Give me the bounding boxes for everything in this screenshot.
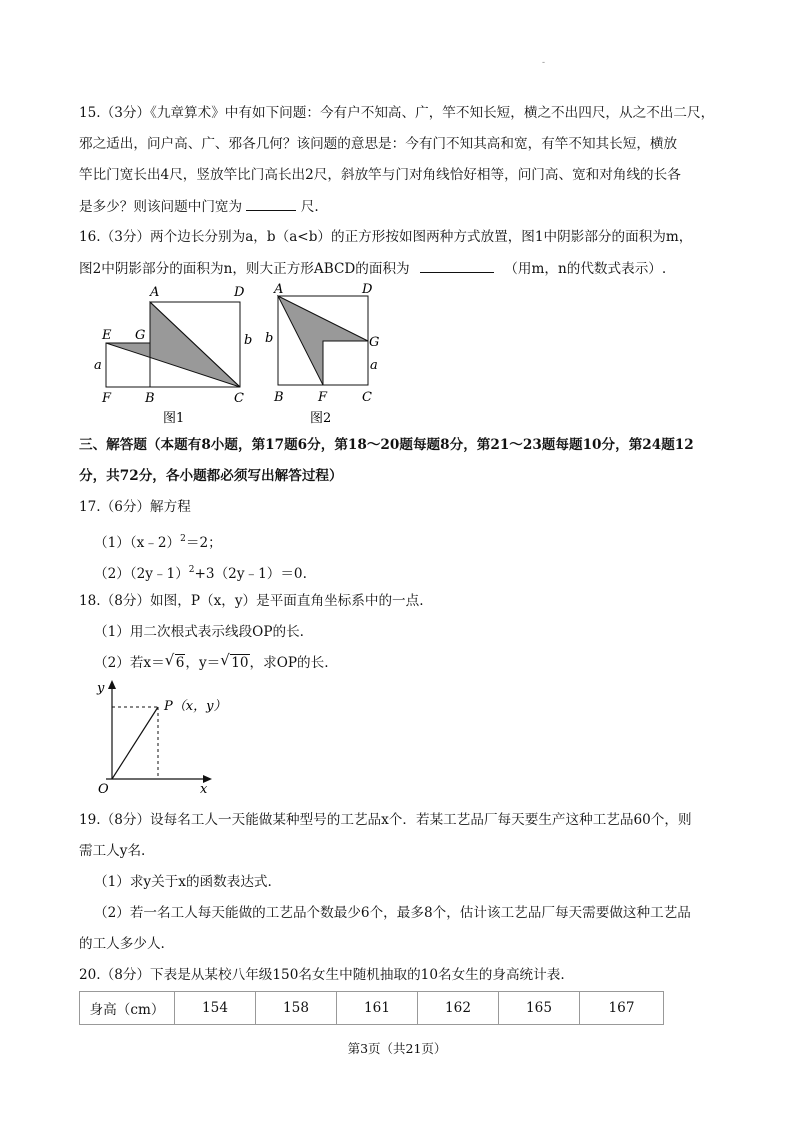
fig1-label-a: A [150, 285, 160, 300]
fig2-label-d: D [362, 282, 373, 297]
q18-part1: （1）用二次根式表示线段OP的长. [94, 624, 304, 640]
q19-part1: （1）求y关于x的函数表达式. [94, 874, 272, 890]
fig2-label-c: C [362, 390, 372, 405]
table-cell: 162 [418, 992, 499, 1025]
table-cell: 167 [580, 992, 664, 1025]
fig1-label-e: E [102, 328, 112, 343]
fig2-label-side-b: b [265, 331, 274, 346]
y-axis-arrow [108, 680, 116, 689]
header-mark: - [542, 58, 546, 68]
q19-part2-line1: （2）若一名工人每天能做的工艺品个数最少6个，最多8个，估计该工艺品厂每天需要做这种工艺品 [94, 905, 691, 921]
q17-title: 17.（6分）解方程 [79, 499, 191, 515]
table-cell: 161 [337, 992, 418, 1025]
q16-answer-blank[interactable] [420, 258, 494, 273]
q15-line4 [79, 196, 319, 217]
q19-part2-line2: 的工人多少人. [79, 936, 165, 952]
label-x: x [200, 782, 208, 797]
q16-line1: 16.（3分）两个边长分别为a，b（a<b）的正方形按如图两种方式放置，图1中阴影部分的面积为m， [79, 229, 693, 245]
q17-part1: （1）（x﹣2）$^2$＝2； [94, 534, 222, 551]
q16-line2 [79, 258, 666, 279]
segment-op [112, 707, 158, 779]
q15-line4-tail: 尺. [300, 199, 319, 215]
section3-heading-line2: 分，共72分，各小题都必须写出解答过程） [79, 468, 343, 484]
fig1-label-f: F [102, 391, 112, 406]
q15-line1: 15.（3分）《九章算术》中有如下问题：今有户不知高、广，竿不知长短，横之不出四尺，从之不出二尺， [79, 105, 715, 121]
sqrt-6: √ 6 [164, 651, 185, 671]
q19-line2: 需工人y名. [79, 843, 146, 859]
fig2-label-f: F [318, 390, 328, 405]
q18-title: 18.（8分）如图，P（x，y）是平面直角坐标系中的一点. [79, 593, 424, 609]
label-y: y [97, 681, 105, 696]
fig2-label-a: A [274, 282, 284, 297]
table-cell: 154 [175, 992, 256, 1025]
fig1-label-g: G [135, 328, 146, 343]
fig1-label-side-a: a [94, 358, 102, 373]
table-header-cell: 身高（cm） [80, 992, 175, 1025]
fig1-shaded-region [106, 302, 240, 387]
q16-figure-2 [260, 280, 390, 428]
table-cell: 165 [499, 992, 580, 1025]
q16-line2-text: 图2中阴影部分的面积为n，则大正方形ABCD的面积为 [79, 261, 410, 277]
height-table [79, 991, 664, 1025]
q20-title: 20.（8分）下表是从某校八年级150名女生中随机抽取的10名女生的身高统计表. [79, 967, 565, 983]
fig1-label-c: C [234, 391, 244, 406]
q15-line3: 竿比门宽长出4尺，竖放竿比门高长出2尺，斜放竿与门对角线恰好相等，问门高、宽和对角线的长各 [79, 167, 681, 183]
q18-coordinate-figure [88, 676, 258, 798]
q16-line2-tail: （用m，n的代数式表示）. [504, 261, 667, 277]
fig1-label-b: B [145, 391, 155, 406]
q17-part2: （2）（2y﹣1）$^2$+3（2y﹣1）＝0. [94, 565, 307, 582]
fig2-label-b: B [274, 390, 284, 405]
fig2-small-square [323, 341, 368, 385]
fig1-label-side-b: b [244, 333, 253, 348]
fig1-label-d: D [234, 285, 245, 300]
table-cell: 158 [256, 992, 337, 1025]
fig2-label-side-a: a [370, 358, 378, 373]
fig2-label-g: G [369, 335, 380, 350]
label-p: P（x，y） [164, 699, 227, 714]
label-o: O [98, 782, 109, 797]
q19-line1: 19.（8分）设每名工人一天能做某种型号的工艺品x个．若某工艺品厂每天要生产这种工艺品60个，则 [79, 812, 692, 828]
q15-line2: 邪之适出，问户高、广、邪各几何？该问题的意思是：今有门不知其高和宽，有竿不知其长短，横放 [79, 136, 678, 152]
q15-answer-blank[interactable] [246, 196, 296, 211]
page-footer: 第3页（共21页） [347, 1041, 447, 1056]
q15-line4-text: 是多少？则该问题中门宽为 [79, 199, 243, 215]
q18-part2: （2）若x＝ √ 6，y＝ √ 10，求OP的长. [94, 651, 329, 671]
section3-heading-line1: 三、解答题（本题有8小题，第17题6分，第18～20题每题8分，第21～23题每题10分，第24题12 [79, 437, 694, 453]
fig1-caption: 图1 [163, 411, 185, 426]
fig2-caption: 图2 [310, 411, 332, 426]
sqrt-10: √ 10 [220, 651, 249, 671]
q16-figure-1 [88, 280, 268, 428]
table-row [80, 992, 664, 1025]
